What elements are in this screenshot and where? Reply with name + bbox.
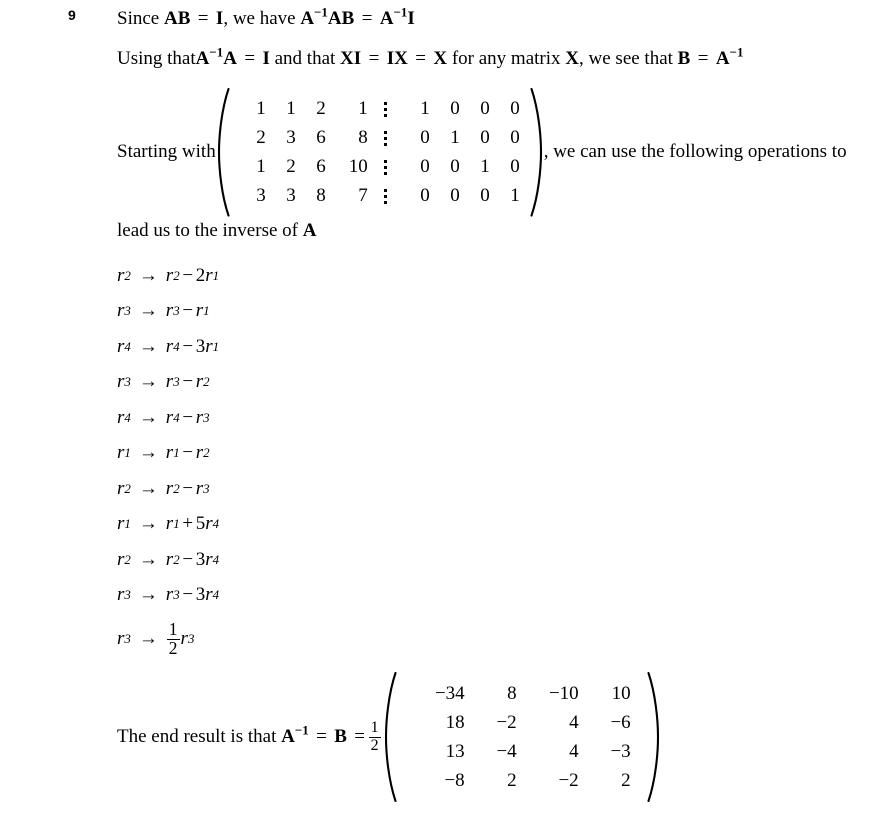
arrow-icon: →: [138, 477, 158, 499]
matrix-cell: 0: [450, 184, 460, 206]
row-variable: r: [165, 300, 174, 322]
left-parenthesis: [216, 88, 230, 217]
fraction-denominator: 2: [370, 736, 379, 754]
left-parenthesis: [383, 672, 397, 802]
text-fragment: Since: [117, 8, 164, 29]
row-variable: r: [205, 335, 213, 357]
row-variable: r: [195, 442, 204, 464]
matrix-symbol-xi: XI: [340, 48, 362, 69]
equals-sign: =: [349, 726, 365, 747]
equals-sign: =: [311, 726, 332, 747]
equals-sign: =: [239, 48, 260, 69]
matrix-cell: 0: [510, 155, 520, 177]
matrix-cell: 1: [450, 126, 460, 148]
row-variable: r: [205, 548, 213, 570]
row-variable: r: [165, 513, 174, 535]
row-variable: r: [165, 264, 174, 286]
matrix-cell: 0: [450, 97, 460, 119]
equals-sign: =: [693, 48, 714, 69]
matrix-cell: 2: [621, 769, 631, 791]
lead-us-line: [117, 220, 316, 242]
operator-sign: −: [182, 442, 194, 464]
coefficient: 3: [195, 335, 206, 357]
matrix-cell: −34: [434, 682, 465, 704]
augment-separator: [372, 152, 400, 181]
matrix-cell: 0: [480, 97, 490, 119]
row-variable: r: [165, 406, 174, 428]
matrix-cell: −4: [496, 740, 517, 762]
row-operation: r 3 → r 3 − r 1: [117, 300, 210, 322]
exponent-minus-one: −1: [209, 44, 224, 60]
operator-sign: −: [182, 406, 194, 428]
coefficient: 3: [195, 548, 206, 570]
row-variable: r: [195, 477, 204, 499]
matrix-symbol-ab: AB: [163, 8, 191, 29]
exponent-minus-one: −1: [393, 4, 408, 20]
matrix-symbol-b: B: [334, 726, 347, 747]
augmented-matrix: [216, 88, 544, 217]
matrix-symbol-i: I: [262, 48, 270, 69]
row-variable: r: [117, 264, 125, 286]
matrix-cell: 2: [507, 769, 517, 791]
matrix-cell: 0: [450, 155, 460, 177]
arrow-icon: →: [138, 371, 158, 393]
matrix-symbol-a: A: [195, 48, 210, 69]
matrix-cell: 2: [256, 126, 266, 148]
row-variable: r: [117, 584, 125, 606]
inverse-matrix-grid: [397, 672, 647, 802]
row-variable: r: [205, 264, 213, 286]
fraction-denominator: 2: [168, 637, 178, 658]
augmented-matrix-grid: [230, 88, 530, 217]
exponent-minus-one: −1: [314, 4, 328, 20]
row-variable: r: [195, 406, 204, 428]
text-fragment: Using that: [117, 48, 196, 69]
row-variable: r: [117, 371, 125, 393]
starting-with-label: Starting with: [117, 141, 216, 163]
matrix-symbol-i: I: [215, 8, 224, 29]
statement-line-2: [117, 44, 744, 70]
operator-sign: −: [182, 584, 194, 606]
matrix-cell: −2: [558, 769, 579, 791]
matrix-symbol-a: A: [715, 48, 730, 69]
matrix-symbol-x: X: [565, 48, 580, 69]
matrix-cell: 4: [569, 711, 579, 733]
matrix-cell: 1: [510, 184, 520, 206]
operator-sign: −: [182, 548, 194, 570]
row-operation: r 4 → r 4 − r 3: [117, 406, 210, 428]
matrix-cell: 10: [611, 682, 631, 704]
arrow-icon: →: [138, 442, 158, 464]
row-variable: r: [117, 513, 125, 535]
matrix-cell: 13: [445, 740, 465, 762]
row-operation: r 3 → r 3 − r 2: [117, 371, 210, 393]
matrix-cell: 0: [480, 126, 490, 148]
vertical-dots-icon: [384, 128, 388, 149]
equals-sign: =: [193, 8, 214, 29]
arrow-icon: →: [138, 548, 158, 570]
row-operation: r 2 → r 2 − r 3: [117, 477, 210, 499]
arrow-icon: →: [138, 584, 158, 606]
result-block: [117, 672, 661, 802]
exponent-minus-one: −1: [729, 44, 744, 60]
augment-separator: [372, 94, 400, 123]
arrow-icon: →: [138, 300, 158, 322]
scalar-one-half: [369, 720, 381, 754]
matrix-cell: 1: [420, 97, 430, 119]
arrow-icon: →: [138, 513, 158, 535]
row-operation: r 3 → r 3 − 3 r 4: [117, 584, 220, 606]
row-variable: r: [195, 371, 204, 393]
matrix-symbol-x: X: [433, 48, 448, 69]
equals-sign: =: [410, 48, 431, 69]
matrix-cell: 2: [316, 97, 326, 119]
text-fragment: , we see that: [579, 48, 678, 69]
matrix-cell: 6: [316, 126, 326, 148]
row-variable: r: [117, 442, 125, 464]
page-number: 9: [68, 7, 76, 23]
text-fragment: , we have: [223, 8, 301, 29]
matrix-cell: 1: [358, 97, 368, 119]
matrix-symbol-ab: AB: [327, 8, 355, 29]
matrix-cell: 1: [256, 155, 266, 177]
matrix-symbol-a: A: [379, 8, 394, 29]
arrow-icon: →: [138, 628, 158, 649]
matrix-cell: 3: [256, 184, 266, 206]
row-variable: r: [205, 584, 213, 606]
coefficient: 2: [195, 264, 206, 286]
operator-sign: −: [182, 371, 194, 393]
matrix-symbol-i: I: [407, 8, 415, 29]
matrix-cell: 2: [286, 155, 296, 177]
inverse-matrix: [383, 672, 661, 802]
row-variable: r: [180, 628, 188, 649]
row-variable: r: [117, 300, 125, 322]
matrix-cell: 1: [480, 155, 490, 177]
matrix-cell: 8: [507, 682, 517, 704]
matrix-symbol-a: A: [302, 220, 317, 241]
vertical-dots-icon: [384, 99, 388, 120]
after-matrix-text: , we can use the following operations to: [543, 141, 847, 163]
matrix-cell: −3: [610, 740, 631, 762]
matrix-cell: −8: [444, 769, 465, 791]
arrow-icon: →: [138, 264, 158, 286]
vertical-dots-icon: [384, 157, 388, 178]
matrix-cell: −6: [610, 711, 631, 733]
row-operation: r 4 → r 4 − 3 r 1: [117, 335, 220, 357]
matrix-symbol-b: B: [677, 48, 691, 69]
matrix-cell: 8: [358, 126, 368, 148]
row-variable: r: [165, 477, 174, 499]
operator-sign: −: [182, 264, 194, 286]
text-fragment: and that: [269, 48, 341, 69]
row-variable: r: [165, 371, 174, 393]
matrix-cell: 7: [358, 184, 368, 206]
right-parenthesis: [530, 88, 544, 217]
fraction-numerator: 1: [370, 719, 379, 737]
text-fragment: for any matrix: [447, 48, 566, 69]
row-variable: r: [165, 548, 174, 570]
matrix-cell: 1: [256, 97, 266, 119]
arrow-icon: →: [138, 335, 158, 357]
matrix-cell: 0: [420, 126, 430, 148]
text-fragment: lead us to the inverse of: [117, 220, 303, 241]
matrix-cell: 3: [286, 126, 296, 148]
matrix-cell: 6: [316, 155, 326, 177]
matrix-cell: 0: [510, 126, 520, 148]
matrix-cell: 0: [510, 97, 520, 119]
augment-separator: [372, 181, 400, 210]
end-result-text: [117, 722, 368, 748]
matrix-cell: 0: [480, 184, 490, 206]
fraction-one-half: [167, 618, 180, 658]
row-variable: r: [165, 335, 174, 357]
matrix-cell: −10: [548, 682, 579, 704]
coefficient: 3: [195, 584, 206, 606]
matrix-symbol-a: A: [300, 8, 315, 29]
equals-sign: =: [356, 8, 378, 29]
row-variable: r: [165, 442, 174, 464]
row-operation: r 1 → r 1 − r 2: [117, 442, 210, 464]
matrix-cell: 18: [445, 711, 465, 733]
fraction-numerator: 1: [168, 618, 178, 639]
row-operations-list: [117, 258, 219, 665]
matrix-cell: −2: [496, 711, 517, 733]
right-parenthesis: [647, 672, 661, 802]
row-variable: r: [117, 335, 125, 357]
row-variable: r: [117, 406, 125, 428]
row-variable: r: [117, 477, 125, 499]
matrix-symbol-a: A: [223, 48, 237, 69]
exponent-minus-one: −1: [294, 722, 309, 738]
operator-sign: −: [182, 477, 194, 499]
arrow-icon: →: [138, 406, 158, 428]
matrix-symbol-ix: IX: [386, 48, 408, 69]
statement-line-1: [117, 4, 415, 30]
matrix-cell: 10: [348, 155, 368, 177]
row-variable: r: [205, 513, 213, 535]
matrix-cell: 3: [286, 184, 296, 206]
operator-sign: −: [182, 300, 194, 322]
matrix-cell: 8: [316, 184, 326, 206]
matrix-symbol-a: A: [281, 726, 295, 747]
row-variable: r: [117, 548, 125, 570]
vertical-dots-icon: [384, 186, 388, 207]
augmented-matrix-block: [117, 88, 847, 217]
matrix-cell: 0: [420, 184, 430, 206]
row-variable: r: [165, 584, 174, 606]
operator-sign: −: [182, 335, 194, 357]
matrix-cell: 4: [569, 740, 579, 762]
row-operation: r 2 → r 2 − 2 r 1: [117, 264, 220, 286]
row-operation-scale: r 3 → $\frac{1}{2}$ r 3: [117, 618, 195, 658]
row-operation: r 2 → r 2 − 3 r 4: [117, 548, 220, 570]
equals-sign: =: [363, 48, 385, 69]
coefficient: 5: [195, 513, 206, 535]
operator-sign: +: [182, 513, 194, 535]
matrix-cell: 0: [420, 155, 430, 177]
row-operation: r 1 → r 1 + 5 r 4: [117, 513, 220, 535]
row-variable: r: [117, 628, 125, 649]
text-fragment: The end result is that: [117, 726, 282, 747]
row-variable: r: [195, 300, 204, 322]
matrix-cell: 1: [286, 97, 296, 119]
augment-separator: [372, 123, 400, 152]
